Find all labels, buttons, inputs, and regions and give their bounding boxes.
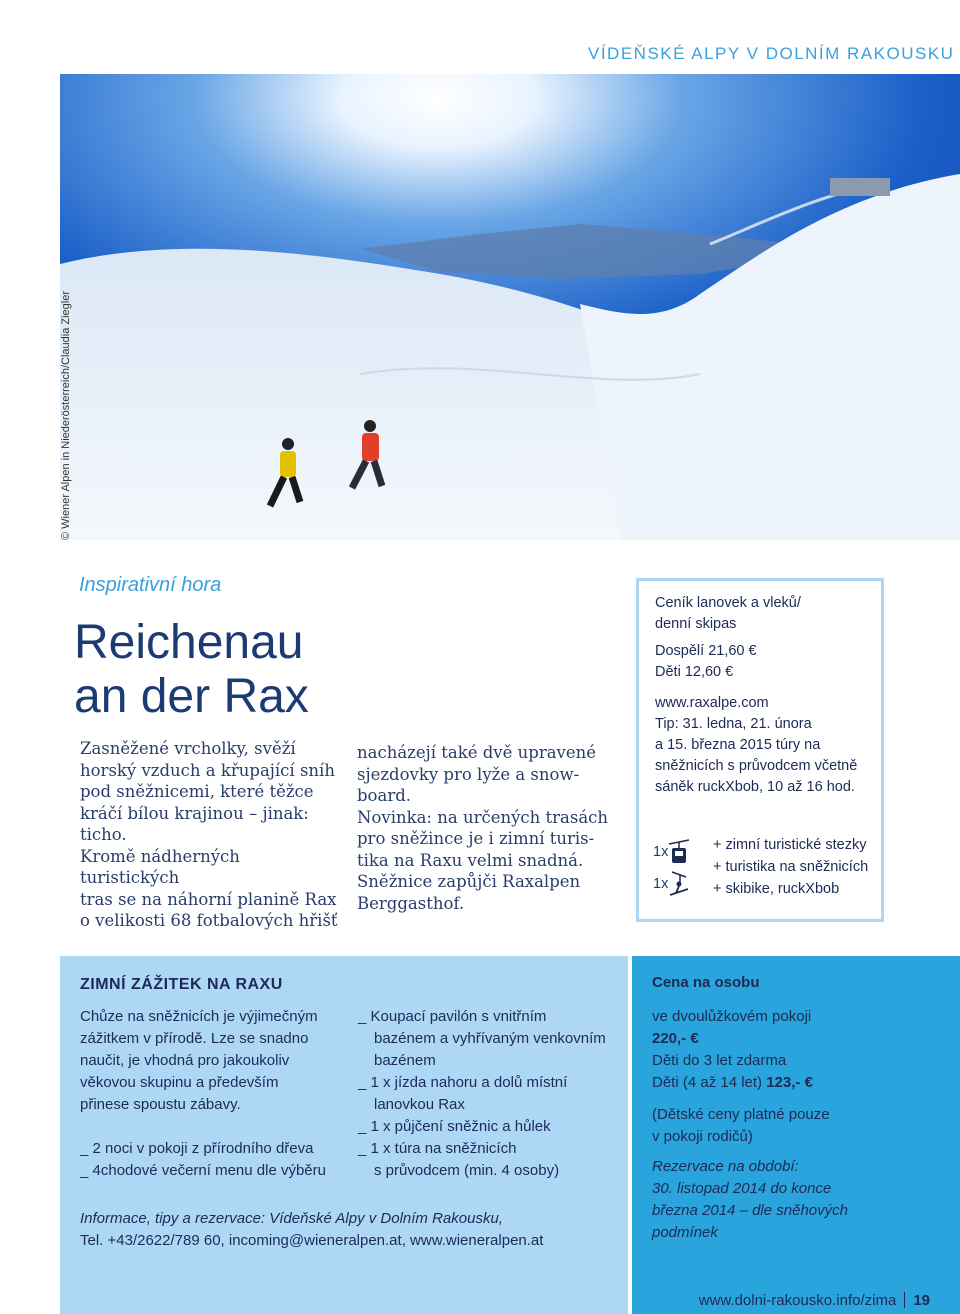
extras-list: + zimní turistické stezky + turistika na sněžnicích + skibike, ruckXbob	[713, 837, 869, 897]
skilift-row: 1x	[653, 871, 690, 897]
article-column-1: Zasněžené vrcholky, svěží horský vzduch a křupající sníh pod sněžnicemi, které těžce kráčí bílou krajinou – jinak: ticho. Kromě nádherných turistických tras se na náhorní planině Rax o velikosti 68 fotbalových hřišť	[80, 739, 338, 930]
article-title: Reichenau an der Rax	[74, 616, 309, 723]
page-number: 19	[913, 1292, 930, 1309]
photo-credit: © Wiener Alpen in Niederösterreich/Claudia Ziegler	[60, 291, 72, 540]
package-items: _ Koupací pavilón s vnitřním bazénem a vyhřívaným venkovním bazénem _ 1 x jízda nahoru a dolů místní lanovkou Rax _ 1 x půjčení sněžnic a hůlek _ 1 x túra na sněžnicích s průvodcem (min. 4 osoby)	[358, 1008, 606, 1179]
section-title: VÍDEŇSKÉ ALPY V DOLNÍM RAKOUSKU	[588, 44, 955, 63]
package-heading: ZIMNÍ ZÁŽITEK NA RAXU	[80, 976, 283, 993]
footer-url[interactable]: www.dolni-rakousko.info/zima	[698, 1292, 897, 1309]
contact-details[interactable]: Tel. +43/2622/789 60, incoming@wieneralpen.at, www.wieneralpen.at	[80, 1232, 544, 1249]
gondola-icon	[668, 839, 690, 865]
price-amount: 220,- €	[652, 1030, 699, 1047]
pricebox-title: Ceník lanovek a vleků/ denní skipas	[655, 595, 801, 632]
package-item: _ 4chodové večerní menu dle výběru	[80, 1162, 326, 1179]
package-item: _ 2 noci v pokoji z přírodního dřeva	[80, 1140, 314, 1157]
hero-photo	[60, 74, 960, 540]
gondola-row: 1x	[653, 839, 690, 865]
article-kicker: Inspirativní hora	[79, 574, 222, 596]
tip-text: Tip: 31. ledna, 21. února a 15. března 2015 túry na sněžnicích s průvodcem včetně sáněk ruckXbob, 10 až 16 hod.	[655, 716, 858, 795]
ski-lift-icon	[668, 871, 690, 897]
website-link[interactable]: www.raxalpe.com	[655, 695, 769, 711]
package-intro: Chůze na sněžnicích je výjimečným zážitkem v přírodě. Lze se snadno naučit, je vhodná pro jakoukoliv věkovou skupinu a především přinese spoustu zábavy. _ 2 noci v pokoji z přírodního dřeva _ 4chodové večerní menu dle výběru	[80, 1006, 348, 1182]
price-details: ve dvoulůžkovém pokoji 220,- € Děti do 3 let zdarma Děti (4 až 14 let) 123,- € (Dětské ceny platné pouze v pokoji rodičů) Rezervace na období: 30. listopad 2014 do konce března 2014 – dle sněhových podmínek	[652, 1006, 942, 1244]
child-price: Děti 12,60 €	[655, 664, 734, 680]
price-heading: Cena na osobu	[652, 974, 760, 991]
price-info-box	[636, 578, 884, 922]
adult-price: Dospělí 21,60 €	[655, 643, 757, 659]
contact-info: Informace, tipy a rezervace: Vídeňské Alpy v Dolním Rakousku, Tel. +43/2622/789 60, incoming@wieneralpen.at, www.wieneralpen.at	[80, 1208, 620, 1252]
page-footer	[699, 1292, 930, 1309]
article-column-2: nacházejí také dvě upravené sjezdovky pro lyže a snow- board. Novinka: na určených trasách pro sněžince je i zimní turis- tika na Raxu velmi snadná. Sněžnice zapůjči Raxalpen Berggasthof.	[357, 743, 609, 913]
